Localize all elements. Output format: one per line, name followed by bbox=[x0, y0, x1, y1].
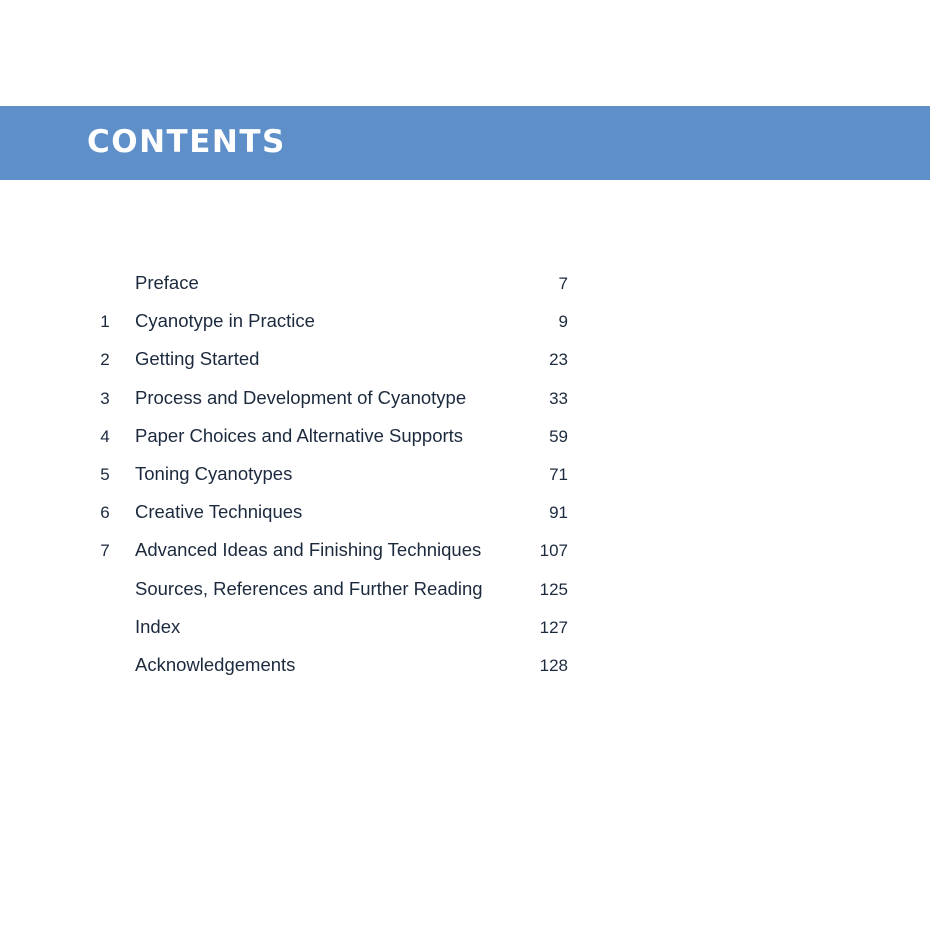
chapter-title: Paper Choices and Alternative Supports bbox=[135, 424, 464, 446]
page-number: 128 bbox=[539, 655, 568, 675]
page-number: 23 bbox=[549, 350, 568, 370]
chapter-number: 1 bbox=[100, 312, 110, 332]
chapter-number: 4 bbox=[100, 426, 110, 446]
chapter-number: 7 bbox=[100, 541, 110, 561]
chapter-title: Acknowledgements bbox=[135, 653, 296, 675]
toc-entry[interactable] bbox=[0, 456, 930, 494]
page-number: 33 bbox=[549, 388, 568, 408]
toc-entry[interactable] bbox=[0, 647, 930, 685]
chapter-title: Preface bbox=[135, 272, 199, 293]
chapter-title: Advanced Ideas and Finishing Techniques bbox=[135, 539, 482, 561]
chapter-title: Sources, References and Further Reading bbox=[135, 577, 483, 599]
chapter-number: 6 bbox=[100, 503, 110, 523]
page-number: 107 bbox=[539, 541, 568, 561]
page-number: 71 bbox=[549, 464, 568, 484]
page-number: 127 bbox=[539, 617, 568, 637]
toc-entry[interactable] bbox=[0, 418, 930, 456]
toc-entry[interactable] bbox=[0, 571, 930, 609]
chapter-title: Getting Started bbox=[135, 348, 260, 370]
page-title: CONTENTS bbox=[87, 124, 286, 160]
chapter-title: Toning Cyanotypes bbox=[135, 462, 293, 484]
contents-banner bbox=[0, 106, 930, 180]
chapter-number: 3 bbox=[100, 388, 110, 408]
toc-entry[interactable] bbox=[0, 303, 930, 341]
toc-entry[interactable] bbox=[0, 341, 930, 379]
toc-entry[interactable] bbox=[0, 494, 930, 532]
page-number: 9 bbox=[558, 312, 568, 332]
chapter-title: Cyanotype in Practice bbox=[135, 310, 315, 332]
table-of-contents bbox=[0, 265, 930, 685]
toc-entry[interactable] bbox=[0, 380, 930, 418]
page-number: 91 bbox=[549, 503, 568, 523]
toc-entry[interactable] bbox=[0, 609, 930, 647]
page-number: 125 bbox=[539, 579, 568, 599]
chapter-number: 2 bbox=[100, 350, 110, 370]
page-number: 59 bbox=[549, 426, 568, 446]
chapter-number: 5 bbox=[100, 464, 110, 484]
toc-entry[interactable] bbox=[0, 532, 930, 570]
toc-entry[interactable] bbox=[0, 265, 930, 303]
page-number: 7 bbox=[558, 274, 568, 293]
chapter-title: Index bbox=[135, 615, 181, 637]
chapter-title: Creative Techniques bbox=[135, 501, 303, 523]
chapter-title: Process and Development of Cyanotype bbox=[135, 386, 467, 408]
